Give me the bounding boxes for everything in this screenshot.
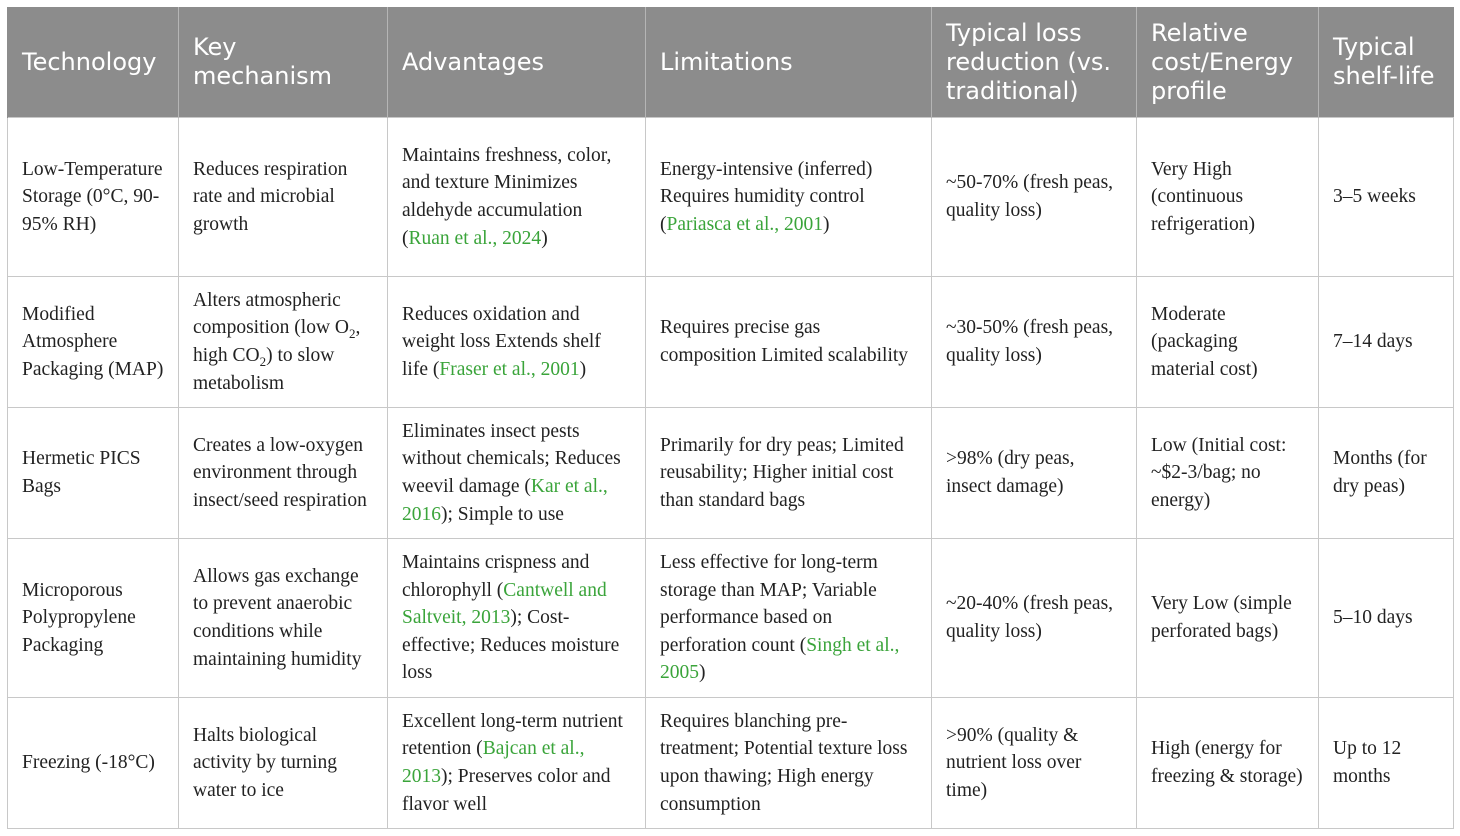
cell-text: Reduces oxidation and weight loss Extends shelf life ( bbox=[402, 303, 601, 380]
cell-shelf-life: 5–10 days bbox=[1319, 539, 1454, 698]
header-shelf-life: Typical shelf-life bbox=[1319, 7, 1454, 118]
table-row bbox=[8, 277, 1454, 408]
header-cost-energy: Relative cost/Energy profile bbox=[1137, 7, 1319, 118]
cell-advantages bbox=[388, 408, 646, 539]
cell-limitations bbox=[646, 539, 932, 698]
citation-link[interactable]: Pariasca et al., 2001 bbox=[666, 213, 823, 235]
cell-advantages bbox=[388, 118, 646, 277]
cell-limitations bbox=[646, 698, 932, 829]
cell-text: Requires blanching pre-treatment; Potential texture loss upon thawing; High energy consumption bbox=[660, 710, 908, 815]
cell-text: ) bbox=[541, 227, 548, 249]
cell-text: Primarily for dry peas; Limited reusability; Higher initial cost than standard bags bbox=[660, 434, 904, 511]
cell-text: Halts biological activity by turning water to ice bbox=[193, 724, 338, 801]
cell-technology: Low-Temperature Storage (0°C, 90-95% RH) bbox=[8, 118, 179, 277]
cell-shelf-life: 3–5 weeks bbox=[1319, 118, 1454, 277]
cell-loss-reduction: >90% (quality & nutrient loss over time) bbox=[932, 698, 1137, 829]
cell-advantages bbox=[388, 698, 646, 829]
cell-advantages bbox=[388, 539, 646, 698]
subscript: 2 bbox=[349, 326, 356, 342]
table-container bbox=[7, 7, 1453, 829]
cell-mechanism bbox=[179, 408, 388, 539]
header-row bbox=[8, 7, 1454, 118]
cell-mechanism bbox=[179, 277, 388, 408]
cell-technology: Microporous Polypropylene Packaging bbox=[8, 539, 179, 698]
header-limitations: Limitations bbox=[646, 7, 932, 118]
cell-text: ) bbox=[579, 358, 587, 380]
cell-text: Maintains crispness and chlorophyll ( bbox=[402, 552, 590, 601]
cell-text: ); Preserves color and flavor well bbox=[402, 766, 611, 815]
table-row bbox=[8, 118, 1454, 277]
cell-technology: Hermetic PICS Bags bbox=[8, 408, 179, 539]
cell-technology: Freezing (-18°C) bbox=[8, 698, 179, 829]
subscript: 2 bbox=[259, 353, 267, 369]
cell-text: ) bbox=[699, 662, 706, 684]
cell-limitations bbox=[646, 408, 932, 539]
header-key-mechanism: Key mechanism bbox=[179, 7, 388, 118]
cell-cost: Very High (continuous refrigeration) bbox=[1137, 118, 1319, 277]
cell-limitations bbox=[646, 118, 932, 277]
cell-cost: Moderate (packaging material cost) bbox=[1137, 277, 1319, 408]
cell-loss-reduction: ~50-70% (fresh peas, quality loss) bbox=[932, 118, 1137, 277]
table-row bbox=[8, 408, 1454, 539]
cell-shelf-life: 7–14 days bbox=[1319, 277, 1454, 408]
cell-text: Less effective for long-term storage than MAP; Variable performance based on perforation count ( bbox=[660, 552, 878, 656]
citation-link[interactable]: Fraser et al., 2001 bbox=[439, 358, 580, 380]
cell-mechanism bbox=[179, 539, 388, 698]
cell-text: Requires precise gas composition Limited scalability bbox=[660, 317, 909, 366]
table-header bbox=[8, 7, 1454, 118]
citation-link[interactable]: Kar et al., 2016 bbox=[402, 476, 608, 525]
cell-text: Maintains freshness, color, and texture Minimizes aldehyde accumulation ( bbox=[402, 144, 612, 249]
header-loss-reduction: Typical loss reduction (vs. traditional) bbox=[932, 7, 1137, 118]
cell-loss-reduction: >98% (dry peas, insect damage) bbox=[932, 408, 1137, 539]
citation-link[interactable]: Ruan et al., 2024 bbox=[408, 227, 542, 249]
cell-advantages bbox=[388, 277, 646, 408]
header-advantages: Advantages bbox=[388, 7, 646, 118]
cell-text: Excellent long-term nutrient retention ( bbox=[402, 710, 623, 760]
cell-shelf-life: Months (for dry peas) bbox=[1319, 408, 1454, 539]
cell-cost: Very Low (simple perforated bags) bbox=[1137, 539, 1319, 698]
cell-text: , high CO bbox=[193, 317, 361, 366]
cell-text: Allows gas exchange to prevent anaerobic conditions while maintaining humidity bbox=[193, 565, 362, 670]
citation-link[interactable]: Bajcan et al., 2013 bbox=[402, 738, 585, 787]
cell-text: ) bbox=[823, 213, 830, 235]
cell-text: Reduces respiration rate and microbial growth bbox=[193, 158, 348, 235]
cell-text: ); Cost-effective; Reduces moisture loss bbox=[402, 607, 620, 684]
cell-technology: Modified Atmosphere Packaging (MAP) bbox=[8, 277, 179, 408]
cell-text: Alters atmospheric composition (low O bbox=[193, 289, 349, 339]
citation-link[interactable]: Cantwell and Saltveit, 2013 bbox=[402, 579, 607, 629]
table-body bbox=[8, 118, 1454, 829]
cell-cost: High (energy for freezing & storage) bbox=[1137, 698, 1319, 829]
cell-loss-reduction: ~20-40% (fresh peas, quality loss) bbox=[932, 539, 1137, 698]
cell-text: Creates a low-oxygen environment through insect/seed respiration bbox=[193, 434, 367, 511]
cell-text: ) to slow metabolism bbox=[193, 345, 335, 394]
cell-shelf-life: Up to 12 months bbox=[1319, 698, 1454, 829]
table-row bbox=[8, 698, 1454, 829]
cell-text: Eliminates insect pests without chemicals; Reduces weevil damage ( bbox=[402, 420, 621, 497]
comparison-table bbox=[7, 7, 1454, 829]
header-technology: Technology bbox=[8, 7, 179, 118]
cell-text: ); Simple to use bbox=[441, 503, 564, 525]
citation-link[interactable]: Singh et al., 2005 bbox=[660, 634, 900, 684]
cell-mechanism bbox=[179, 118, 388, 277]
cell-loss-reduction: ~30-50% (fresh peas, quality loss) bbox=[932, 277, 1137, 408]
cell-mechanism bbox=[179, 698, 388, 829]
table-row bbox=[8, 539, 1454, 698]
cell-cost: Low (Initial cost: ~$2-3/bag; no energy) bbox=[1137, 408, 1319, 539]
cell-text: Energy-intensive (inferred) Requires humidity control ( bbox=[660, 158, 873, 235]
cell-limitations bbox=[646, 277, 932, 408]
